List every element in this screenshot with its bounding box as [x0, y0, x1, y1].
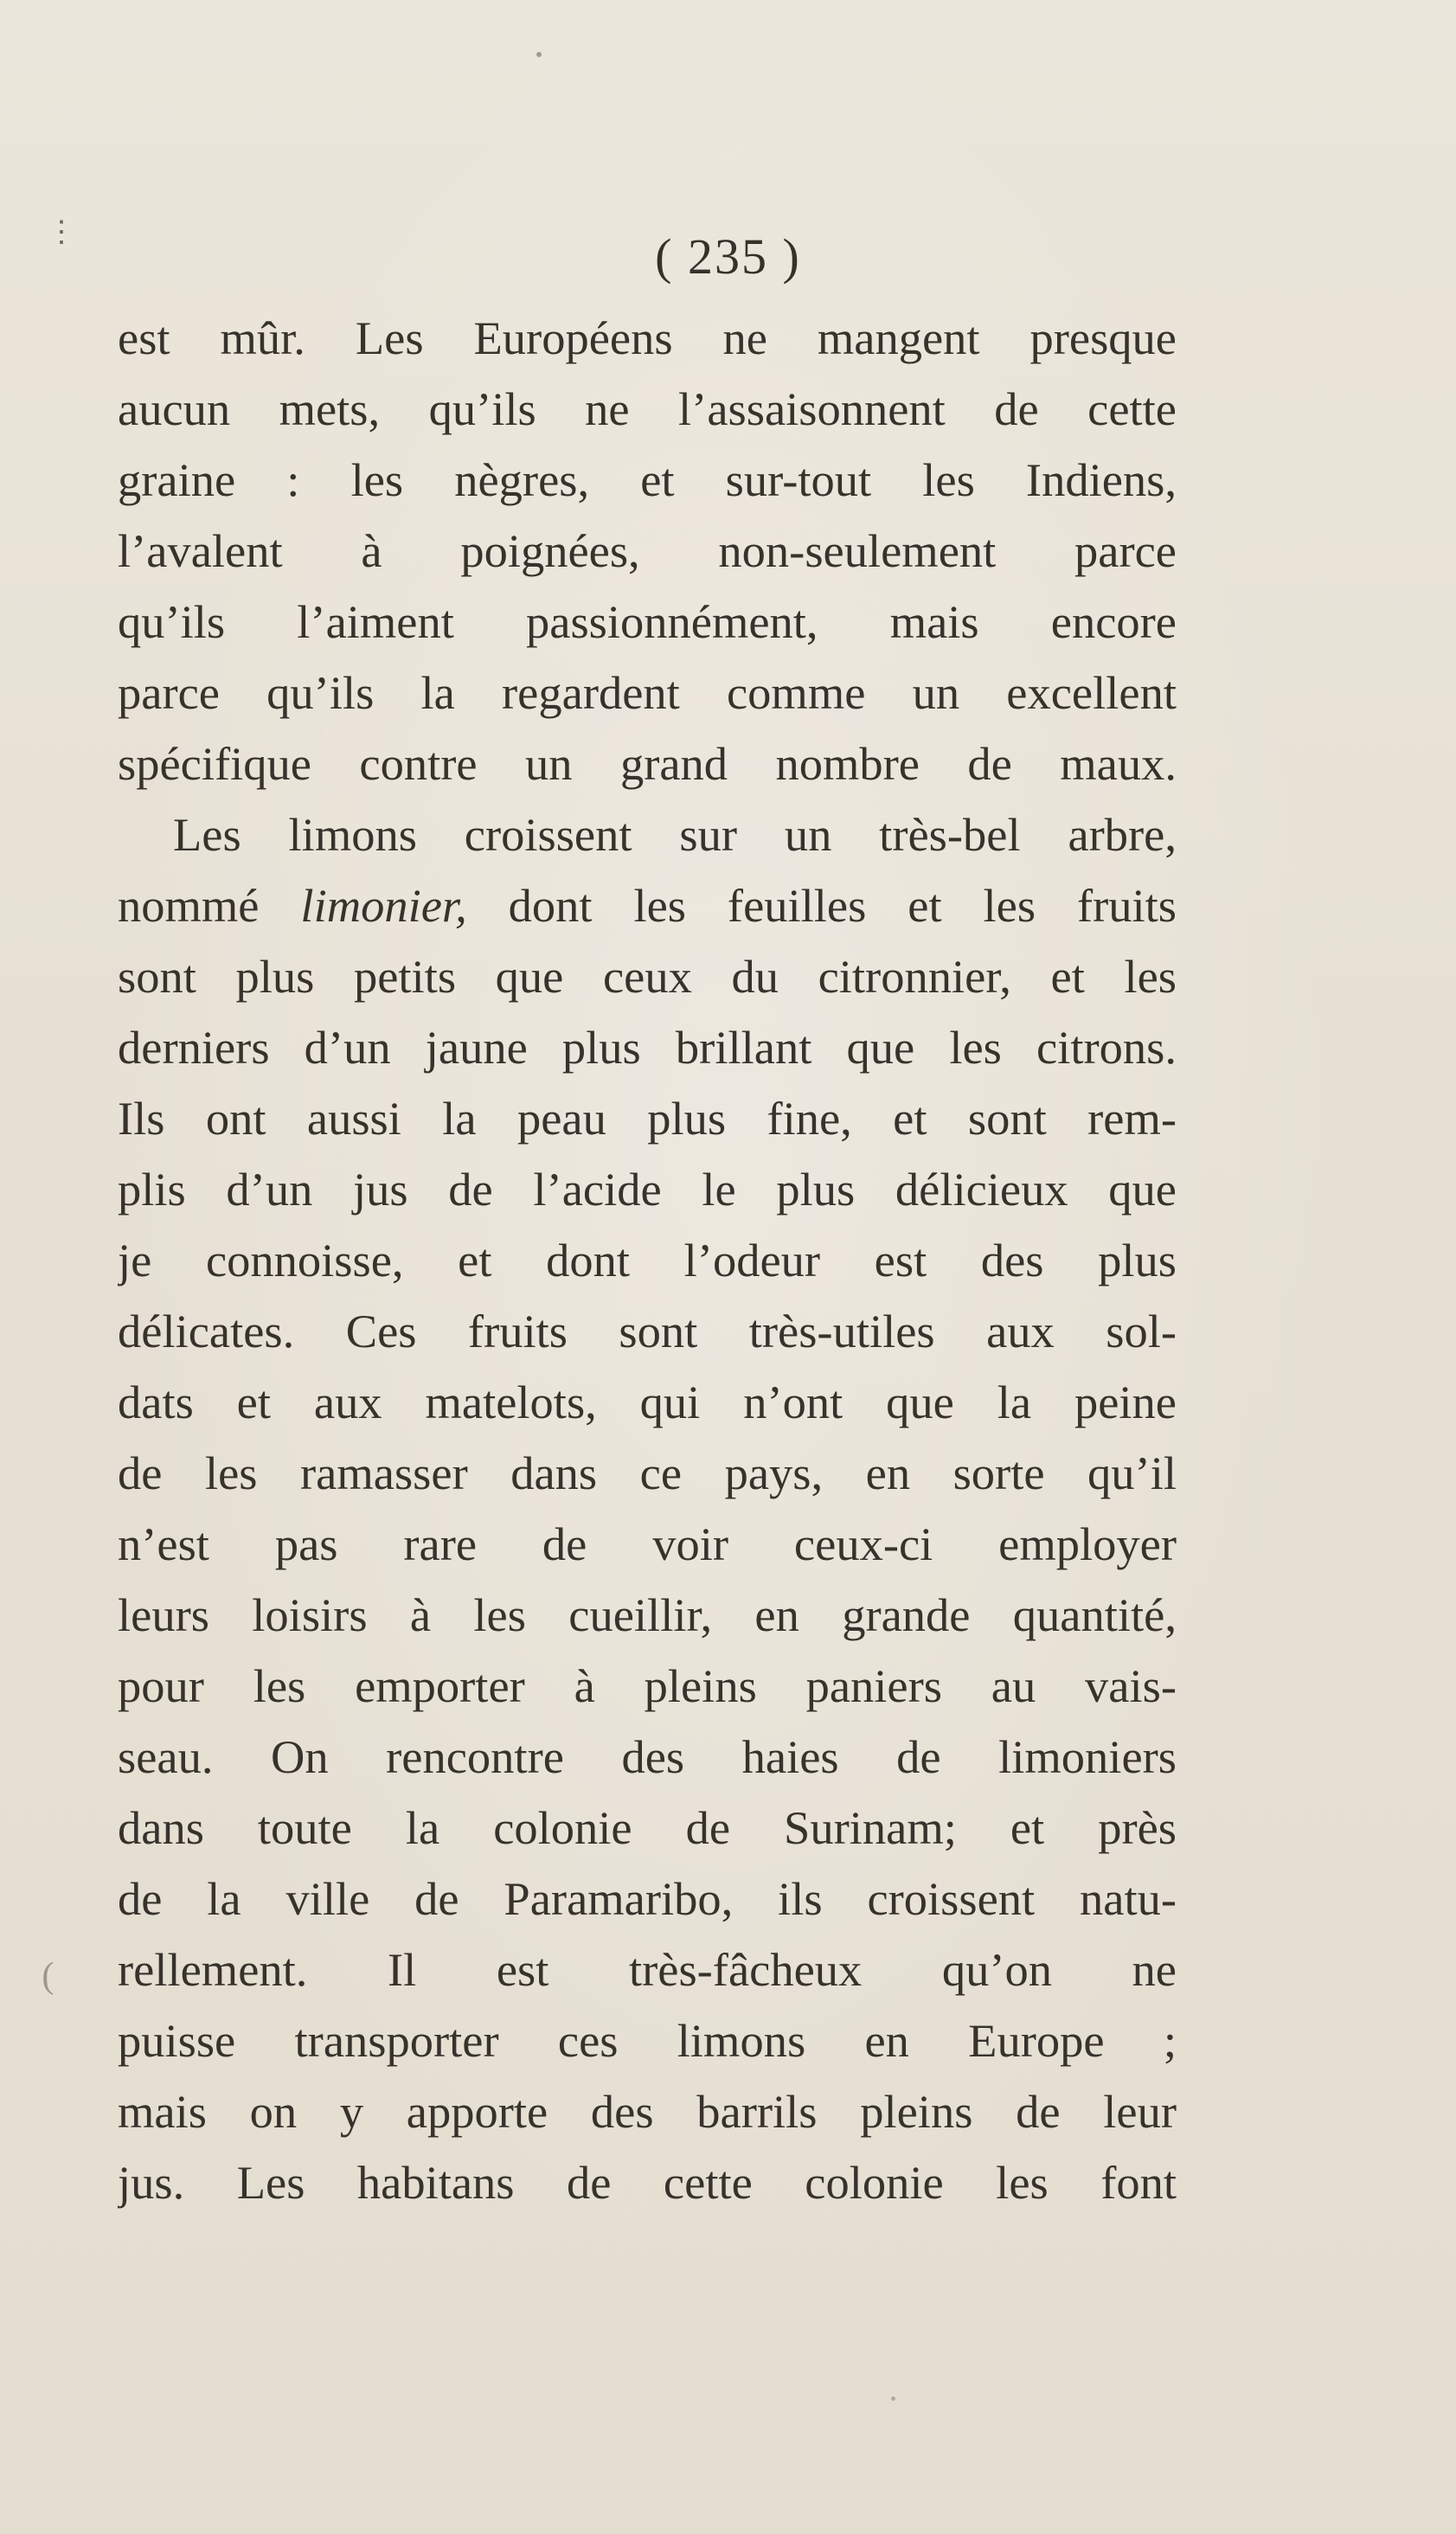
text-line: l’avalent à poignées, non-seulement parce: [118, 524, 1177, 577]
page-number: ( 235 ): [655, 228, 801, 285]
text-line: de la ville de Paramaribo, ils croissent natu-: [118, 1872, 1177, 1925]
italic-term: limonier,: [300, 879, 467, 932]
paragraph-start-line: Les limons croissent sur un très-bel arbre,: [173, 808, 1177, 861]
text-line: sont plus petits que ceux du citronnier, et les: [118, 950, 1177, 1003]
text-line-with-italic: [118, 870, 1177, 941]
text-line: spécifique contre un grand nombre de maux.: [118, 737, 1177, 790]
paper-speck: [536, 52, 542, 57]
body-text: [118, 303, 1177, 2218]
text-line: aucun mets, qu’ils ne l’assaisonnent de cette: [118, 382, 1177, 435]
text-line: pour les emporter à pleins paniers au vais-: [118, 1659, 1177, 1712]
text-line: puisse transporter ces limons en Europe ;: [118, 2014, 1177, 2067]
text-line: graine : les nègres, et sur-tout les Indiens,: [118, 453, 1177, 506]
text-line: Ils ont aussi la peau plus fine, et sont rem-: [118, 1092, 1177, 1145]
text-line: derniers d’un jaune plus brillant que les citrons.: [118, 1021, 1177, 1074]
text-line: délicates. Ces fruits sont très-utiles aux sol-: [118, 1305, 1177, 1357]
text-line: seau. On rencontre des haies de limoniers: [118, 1730, 1177, 1783]
text-fragment: dont les feuilles et les fruits: [508, 879, 1177, 932]
text-fragment: nommé: [118, 879, 260, 932]
text-line: leurs loisirs à les cueillir, en grande quantité,: [118, 1588, 1177, 1641]
text-line: de les ramasser dans ce pays, en sorte qu’il: [118, 1447, 1177, 1499]
text-line: parce qu’ils la regardent comme un excellent: [118, 666, 1177, 719]
text-line: est mûr. Les Européens ne mangent presque: [118, 311, 1177, 364]
text-line: je connoisse, et dont l’odeur est des plus: [118, 1234, 1177, 1286]
paper-speck: [891, 2396, 895, 2401]
margin-mark: ⋮: [47, 216, 76, 248]
text-line: dans toute la colonie de Surinam; et près: [118, 1801, 1177, 1854]
text-line: mais on y apporte des barrils pleins de leur: [118, 2085, 1177, 2138]
text-line: dats et aux matelots, qui n’ont que la peine: [118, 1376, 1177, 1428]
text-line: n’est pas rare de voir ceux-ci employer: [118, 1517, 1177, 1570]
text-line: qu’ils l’aiment passionnément, mais encore: [118, 595, 1177, 648]
margin-stroke: (: [35, 1956, 55, 1996]
text-line: jus. Les habitans de cette colonie les font: [118, 2156, 1177, 2209]
text-line: rellement. Il est très-fâcheux qu’on ne: [118, 1943, 1177, 1996]
text-line: plis d’un jus de l’acide le plus délicieux que: [118, 1163, 1177, 1216]
